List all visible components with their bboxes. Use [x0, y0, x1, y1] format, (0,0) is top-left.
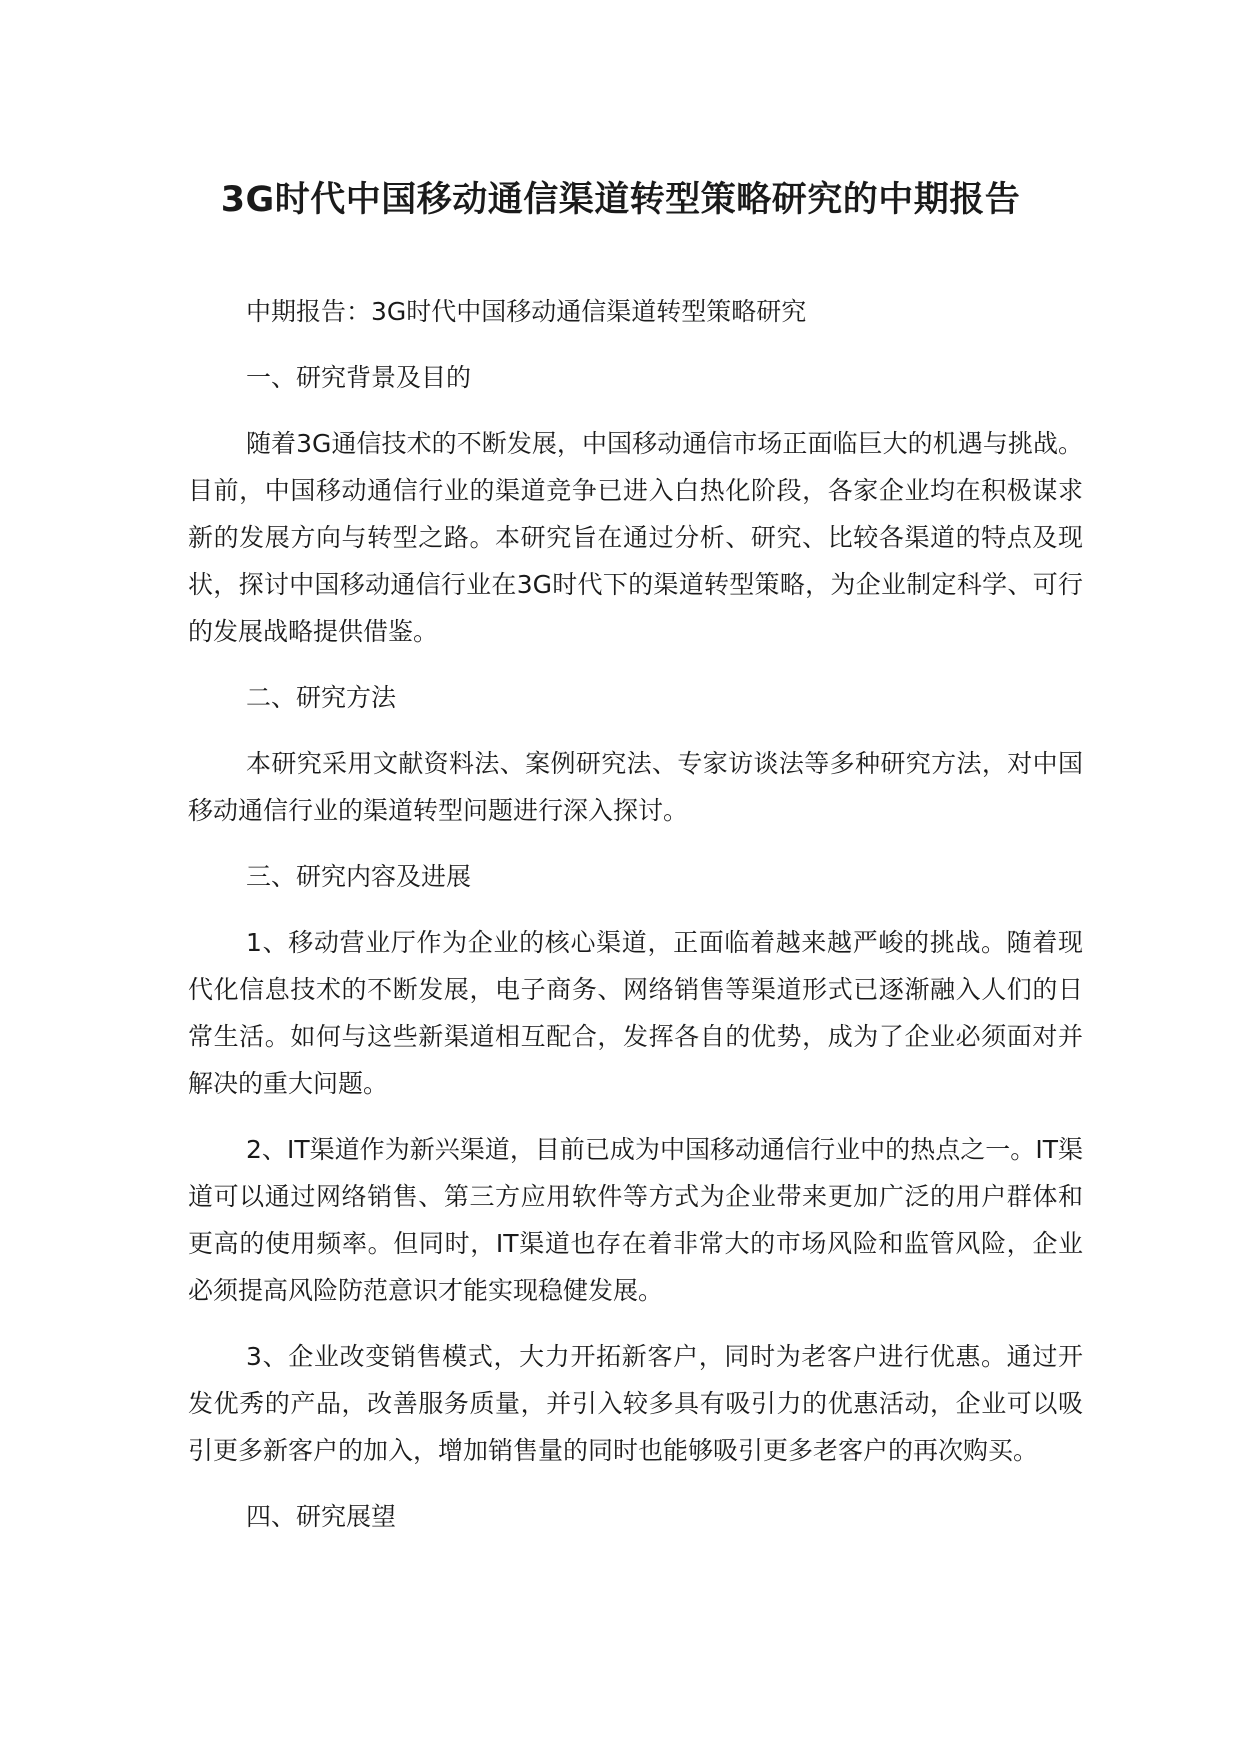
paragraph-methods: 本研究采用文献资料法、案例研究法、专家访谈法等多种研究方法，对中国移动通信行业的渠道转型问题进行深入探讨。: [188, 749, 1083, 825]
document-title: 3G时代中国移动通信渠道转型策略研究的中期报告: [220, 180, 1021, 220]
paragraph-item-3: 3、企业改变销售模式，大力开拓新客户，同时为老客户进行优惠。通过开发优秀的产品，改善服务质量，并引入较多具有吸引力的优惠活动，企业可以吸引更多新客户的加入，增加销售量的同时也能够吸引更多老客户的再次购买。: [188, 1342, 1083, 1465]
paragraph-item-1: 1、移动营业厅作为企业的核心渠道，正面临着越来越严峻的挑战。随着现代化信息技术的不断发展，电子商务、网络销售等渠道形式已逐渐融入人们的日常生活。如何与这些新渠道相互配合，发挥各自的优势，成为了企业必须面对并解决的重大问题。: [188, 928, 1083, 1098]
section-heading-content: 三、研究内容及进展: [246, 862, 472, 891]
paragraph-item-2: 2、IT渠道作为新兴渠道，目前已成为中国移动通信行业中的热点之一。IT渠道可以通过网络销售、第三方应用软件等方式为企业带来更加广泛的用户群体和更高的使用频率。但同时，IT渠道也存在着非常大的市场风险和监管风险，企业必须提高风险防范意识才能实现稳健发展。: [188, 1135, 1083, 1305]
section-heading-methods: 二、研究方法: [246, 683, 397, 712]
paragraph-background: 随着3G通信技术的不断发展，中国移动通信市场正面临巨大的机遇与挑战。目前，中国移动通信行业的渠道竞争已进入白热化阶段，各家企业均在积极谋求新的发展方向与转型之路。本研究旨在通过分析、研究、比较各渠道的特点及现状，探讨中国移动通信行业在3G时代下的渠道转型策略，为企业制定科学、可行的发展战略提供借鉴。: [188, 429, 1083, 646]
section-heading-outlook: 四、研究展望: [246, 1502, 397, 1531]
section-heading-background: 一、研究背景及目的: [246, 363, 472, 392]
document-body: [188, 288, 1083, 1540]
report-subtitle: 中期报告：3G时代中国移动通信渠道转型策略研究: [246, 297, 807, 326]
